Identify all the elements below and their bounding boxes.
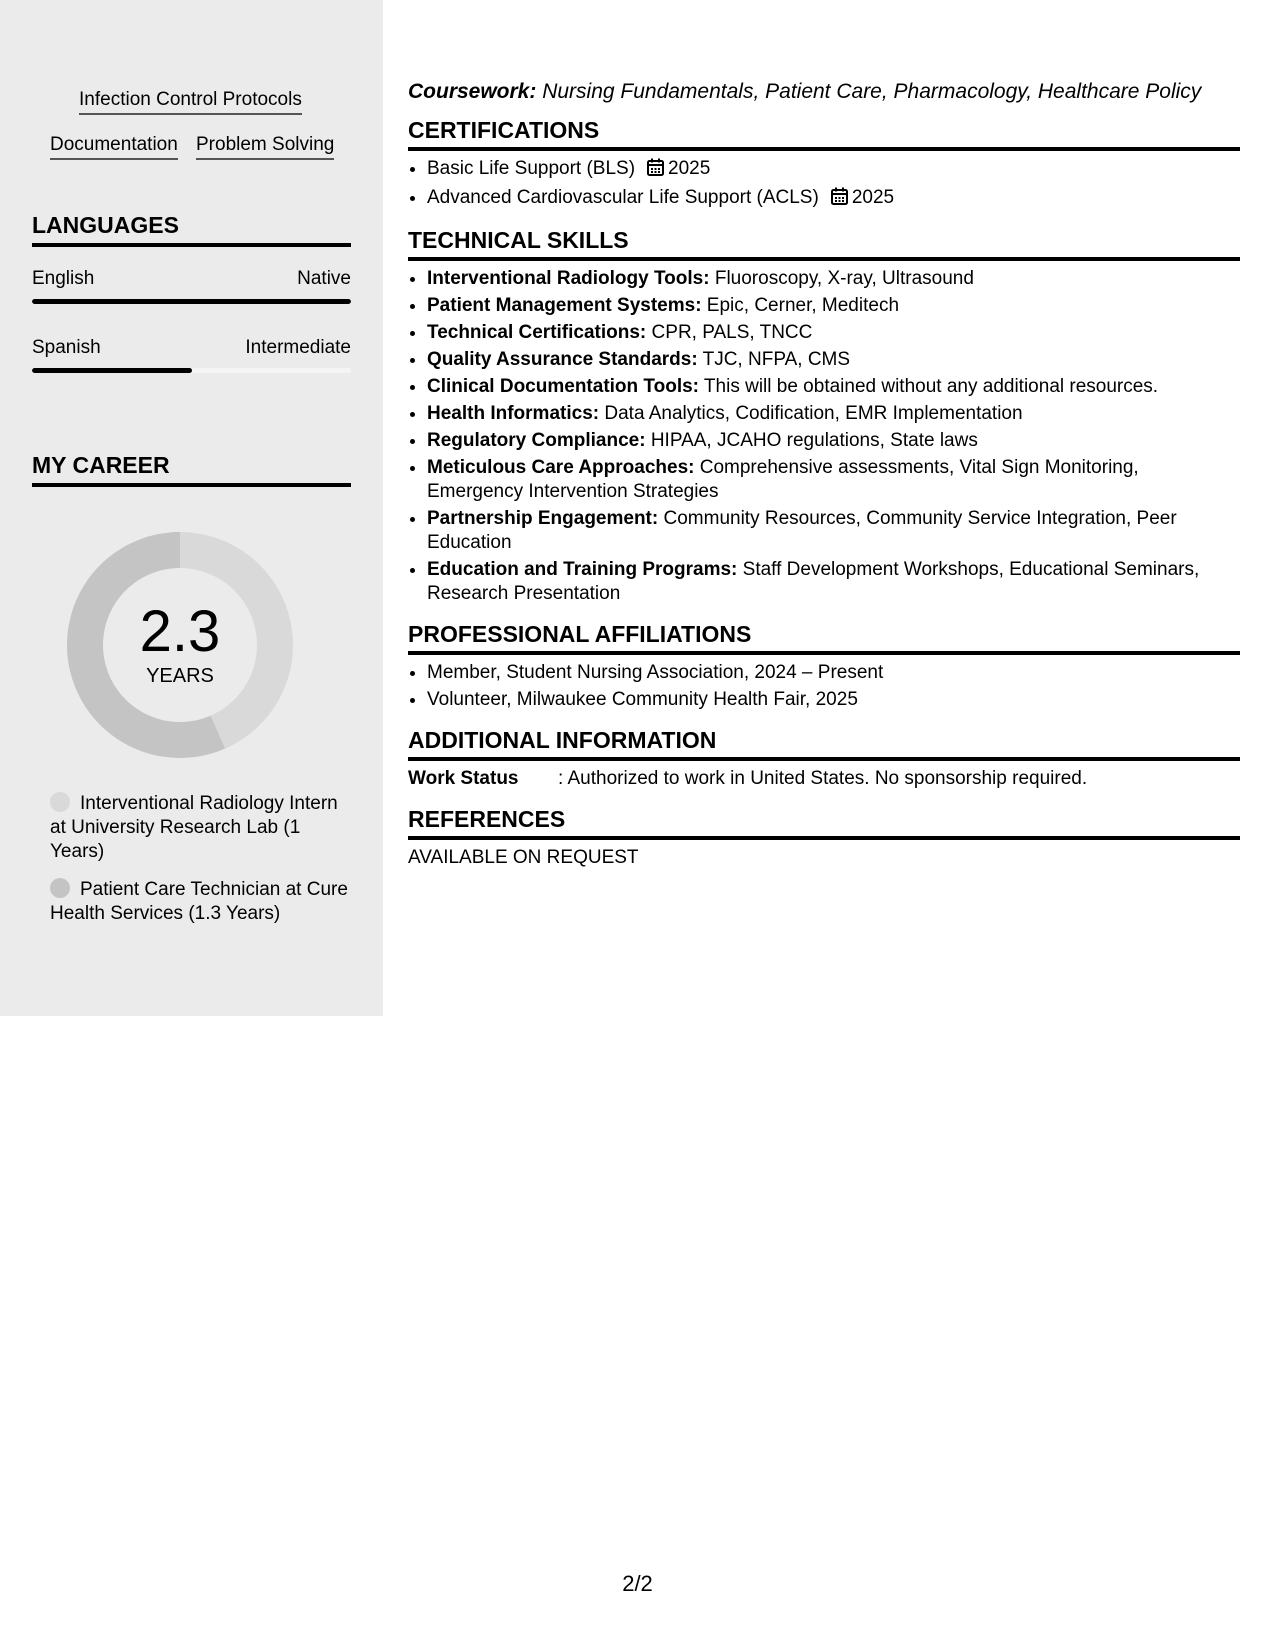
certifications-heading: CERTIFICATIONS <box>408 116 1240 151</box>
career-legend-text: Interventional Radiology Intern at University Research Lab (1 Years) <box>50 793 338 862</box>
affiliation-item: • Member, Student Nursing Association, 2024 – Present <box>427 661 1240 685</box>
calendar-icon <box>831 187 848 212</box>
skill-text: This will be obtained without any additional resources. <box>699 376 1159 397</box>
work-status-text: : Authorized to work in United States. No sponsorship required. <box>558 768 1088 789</box>
skill-tag: Documentation <box>50 133 178 160</box>
career-legend-item <box>50 878 350 926</box>
skill-label: Patient Management Systems: <box>427 295 702 316</box>
skill-label: Interventional Radiology Tools: <box>427 268 710 289</box>
skill-label: Education and Training Programs: <box>427 559 738 580</box>
references-section <box>408 805 1240 870</box>
legend-dot-icon <box>50 792 70 812</box>
certification-year: 2025 <box>851 187 895 208</box>
additional-information-section <box>408 726 1240 791</box>
career-heading: MY CAREER <box>32 451 351 487</box>
technical-skill-item <box>427 321 1240 345</box>
certification-item <box>427 186 1240 212</box>
certification-name: Advanced Cardiovascular Life Support (ACLS) <box>427 187 819 208</box>
skill-label: Technical Certifications: <box>427 322 647 343</box>
technical-skill-item <box>427 558 1240 606</box>
skill-text: Fluoroscopy, X-ray, Ultrasound <box>709 268 974 289</box>
language-proficiency-fill <box>32 299 351 304</box>
skill-text: Community Resources, Community Service Integration, Peer Education <box>427 508 1177 553</box>
legend-dot-icon <box>50 878 70 898</box>
language-name: Spanish <box>32 337 101 358</box>
technical-skills-heading: TECHNICAL SKILLS <box>408 226 1240 261</box>
affiliation-item: • Volunteer, Milwaukee Community Health Fair, 2025 <box>427 688 1240 712</box>
affiliations-heading: PROFESSIONAL AFFILIATIONS <box>408 620 1240 655</box>
skill-label: Quality Assurance Standards: <box>427 349 698 370</box>
skill-text: Comprehensive assessments, Vital Sign Monitoring, Emergency Intervention Strategies <box>427 457 1139 502</box>
work-status-row <box>408 767 1240 791</box>
coursework <box>408 78 1240 106</box>
skill-label: Partnership Engagement: <box>427 508 659 529</box>
certifications-section <box>408 116 1240 212</box>
certifications-list <box>408 157 1240 212</box>
coursework-label: Coursework: <box>408 80 537 103</box>
career-total-value: 2.3 <box>139 599 221 664</box>
references-heading: REFERENCES <box>408 805 1240 840</box>
certification-year: 2025 <box>668 158 711 179</box>
technical-skill-item <box>427 507 1240 555</box>
career-total-unit: YEARS <box>146 665 214 687</box>
skill-text: HIPAA, JCAHO regulations, State laws <box>645 430 978 451</box>
calendar-icon <box>647 158 664 183</box>
language-level: Intermediate <box>245 337 351 358</box>
language-level: Native <box>297 268 351 289</box>
technical-skills-section <box>408 226 1240 606</box>
language-proficiency-bar <box>32 299 351 304</box>
skill-tag: Problem Solving <box>196 133 334 160</box>
skill-text: Data Analytics, Codification, EMR Implementation <box>599 403 1023 424</box>
technical-skill-item <box>427 267 1240 291</box>
language-name: English <box>32 268 95 289</box>
technical-skill-item <box>427 375 1240 399</box>
main-content <box>408 78 1240 884</box>
skill-label: Meticulous Care Approaches: <box>427 457 695 478</box>
coursework-text: Nursing Fundamentals, Patient Care, Pharmacology, Healthcare Policy <box>536 80 1202 103</box>
technical-skill-item <box>427 402 1240 426</box>
page-number: 2/2 <box>622 1571 653 1596</box>
references-text: AVAILABLE ON REQUEST <box>408 847 639 868</box>
technical-skills-list <box>408 267 1240 606</box>
skill-label: Health Informatics: <box>427 403 600 424</box>
languages-heading: LANGUAGES <box>32 211 351 247</box>
language-proficiency-bar <box>32 368 351 373</box>
language-row <box>32 267 351 291</box>
work-status-label: Work Status <box>408 768 519 789</box>
language-proficiency-fill <box>32 368 192 373</box>
skill-text: Epic, Cerner, Meditech <box>701 295 900 316</box>
skill-label: Regulatory Compliance: <box>427 430 646 451</box>
sidebar <box>0 0 383 1016</box>
skill-text: Staff Development Workshops, Educational Seminars, Research Presentation <box>427 559 1200 604</box>
technical-skill-item <box>427 348 1240 372</box>
technical-skill-item <box>427 294 1240 318</box>
certification-name: Basic Life Support (BLS) <box>427 158 636 179</box>
certification-item <box>427 157 1240 183</box>
affiliations-section <box>408 620 1240 712</box>
language-row <box>32 336 351 360</box>
skill-text: CPR, PALS, TNCC <box>646 322 813 343</box>
technical-skill-item <box>427 456 1240 504</box>
skill-label: Clinical Documentation Tools: <box>427 376 699 397</box>
skill-text: TJC, NFPA, CMS <box>697 349 851 370</box>
skill-tag: Infection Control Protocols <box>79 88 302 115</box>
career-legend-text: Patient Care Technician at Cure Health Services (1.3 Years) <box>50 879 348 924</box>
additional-information-heading: ADDITIONAL INFORMATION <box>408 726 1240 761</box>
career-legend-item <box>50 792 350 864</box>
affiliations-list <box>408 661 1240 712</box>
technical-skill-item <box>427 429 1240 453</box>
